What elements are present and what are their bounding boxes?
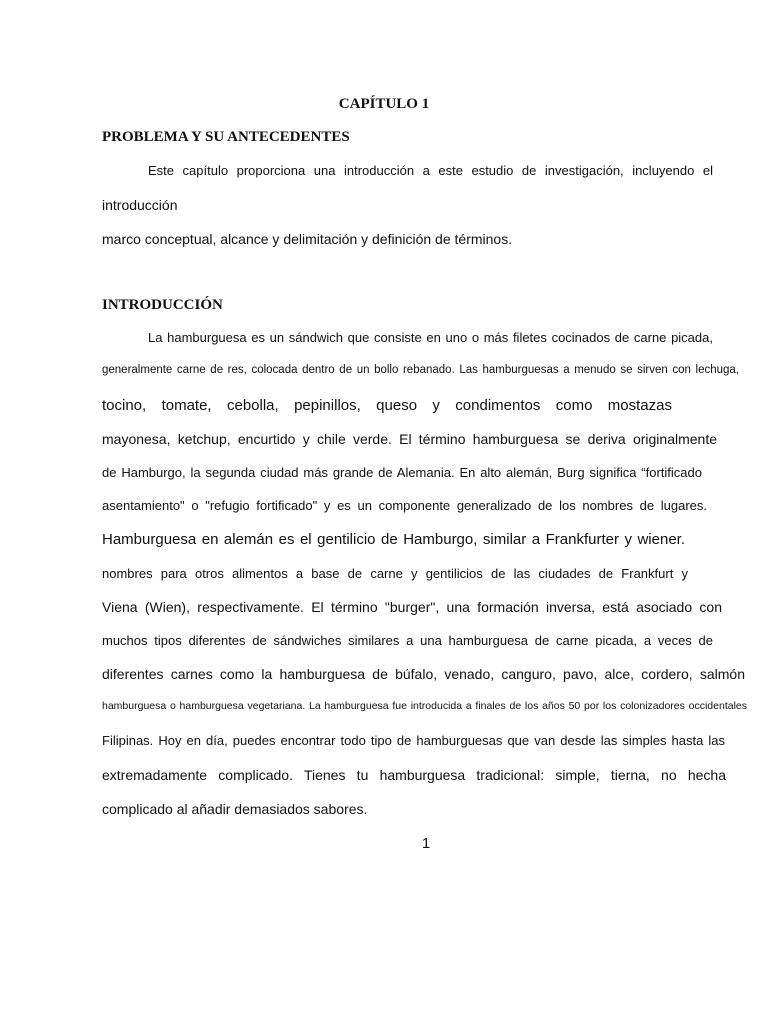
body-line-15: complicado al añadir demasiados sabores. (102, 801, 368, 817)
section-title: PROBLEMA Y SU ANTECEDENTES (102, 129, 350, 145)
body-line-11: diferentes carnes como la hamburguesa de búfalo, venado, canguro, pavo, alce, cordero, salmón (102, 666, 745, 682)
chapter-title: CAPÍTULO 1 (338, 96, 430, 112)
body-line-9: Viena (Wien), respectivamente. El término "burger", una formación inversa, está asociado con (102, 599, 722, 615)
body-line-2: generalmente carne de res, colocada dentro de un bollo rebanado. Las hamburguesas a menudo se sirven con lechuga, (102, 364, 739, 376)
body-line-3: tocino, tomate, cebolla, pepinillos, queso y condimentos como mostazas (102, 397, 672, 414)
page-number: 1 (421, 835, 431, 852)
body-line-4: mayonesa, ketchup, encurtido y chile verde. El término hamburguesa se deriva originalmente (102, 431, 717, 447)
body-line-13: Filipinas. Hoy en día, puedes encontrar todo tipo de hamburguesas que van desde las simples hasta las (102, 733, 725, 748)
body-line-7: Hamburguesa en alemán es el gentilicio de Hamburgo, similar a Frankfurter y wiener. (102, 531, 685, 548)
intro-line-2: introducción (102, 197, 178, 213)
body-line-8: nombres para otros alimentos a base de carne y gentilicios de las ciudades de Frankfurt y (102, 566, 688, 581)
body-line-5: de Hamburgo, la segunda ciudad más grande de Alemania. En alto alemán, Burg significa “fortificado (102, 465, 702, 480)
body-line-10: muchos tipos diferentes de sándwiches similares a una hamburguesa de carne picada, a veces de (102, 633, 713, 648)
body-line-12: hamburguesa o hamburguesa vegetariana. La hamburguesa fue introducida a finales de los años 50 por los colonizadores occidentales (102, 700, 747, 712)
body-line-6: asentamiento" o "refugio fortificado" y es un componente generalizado de los nombres de lugares. (102, 498, 707, 513)
introduction-heading: INTRODUCCIÓN (102, 297, 223, 313)
intro-line-1: Este capítulo proporciona una introducción a este estudio de investigación, incluyendo el (148, 163, 713, 178)
body-line-14: extremadamente complicado. Tienes tu hamburguesa tradicional: simple, tierna, no hecha (102, 767, 726, 783)
body-line-1: La hamburguesa es un sándwich que consiste en uno o más filetes cocinados de carne picada, (148, 330, 713, 345)
intro-line-3: marco conceptual, alcance y delimitación y definición de términos. (102, 231, 513, 247)
